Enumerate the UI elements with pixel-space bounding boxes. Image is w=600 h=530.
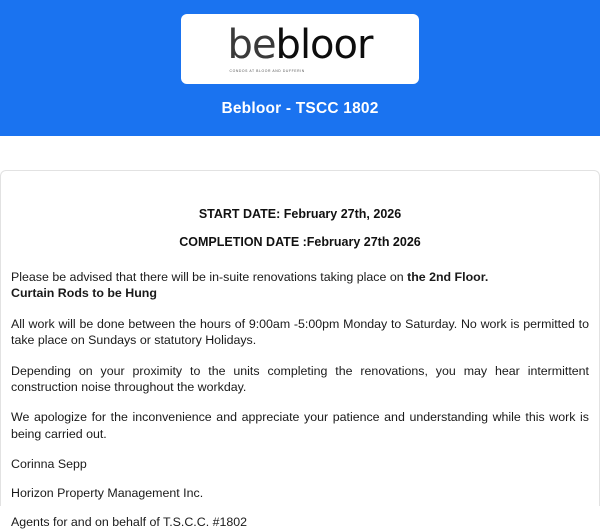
notice-paragraph-1-work: Curtain Rods to be Hung [11, 286, 157, 301]
notice-dates [11, 171, 589, 249]
notice-paragraph-1-prefix: Please be advised that there will be in-suite renovations taking place on [11, 270, 408, 284]
notice-paragraph-1 [11, 269, 589, 302]
logo-text-be: be [227, 21, 276, 68]
start-date-line: START DATE: February 27th, 2026 [198, 207, 402, 221]
logo-text [228, 22, 373, 68]
signature-agent-line: Agents for and on behalf of T.S.C.C. #1802 [11, 515, 248, 530]
notice-paragraph-4: We apologize for the inconvenience and appreciate your patience and understanding while this work is being carried out. [11, 410, 589, 441]
logo-text-bloor: bloor [275, 21, 373, 68]
bebloor-logo [227, 21, 373, 74]
signature-company: Horizon Property Management Inc. [11, 486, 204, 501]
signature-name: Corinna Sepp [11, 457, 87, 471]
page-title: Bebloor - TSCC 1802 [221, 100, 379, 117]
logo-card [181, 14, 419, 84]
logo-tagline: CONDOS AT BLOOR AND DUFFERIN [229, 69, 305, 74]
notice-paragraph-2: All work will be done between the hours of 9:00am -5:00pm Monday to Saturday. No work is permitted to take place on Sundays or statutory Holidays. [11, 316, 589, 348]
notice-paragraph-1-floor: the 2nd Floor. [407, 270, 489, 284]
page-header [0, 0, 600, 136]
notice-paragraph-3: Depending on your proximity to the units completing the renovations, you may hear intermittent construction noise throughout the workday. [11, 363, 589, 394]
notice-body-card [0, 170, 600, 530]
completion-date-line: COMPLETION DATE :February 27th 2026 [179, 235, 421, 249]
